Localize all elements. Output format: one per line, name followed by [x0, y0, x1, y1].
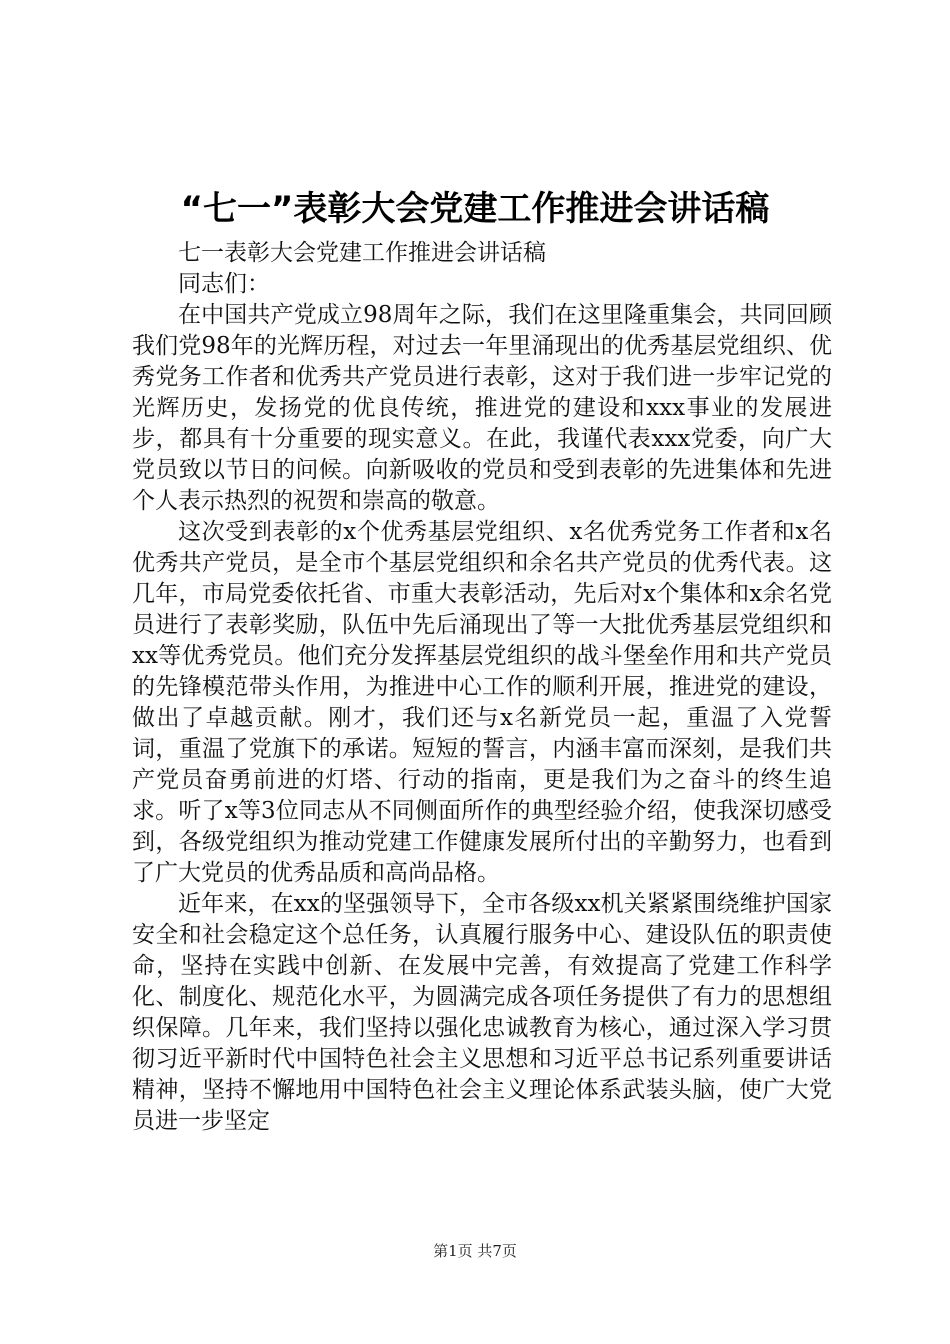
paragraph-2: 这次受到表彰的x个优秀基层党组织、x名优秀党务工作者和x名优秀共产党员，是全市个基层党组织和余名共产党员的优秀代表。这几年，市局党委依托省、市重大表彰活动，先后对x个集体和x余名党员进行了表彰奖励，队伍中先后涌现出了等一大批优秀基层党组织和xx等优秀党员。他们充分发挥基层党组织的战斗堡垒作用和共产党员的先锋模范带头作用，为推进中心工作的顺利开展，推进党的建设，做出了卓越贡献。刚才，我们还与x名新党员一起，重温了入党誓词，重温了党旗下的承诺。短短的誓言，内涵丰富而深刻，是我们共产党员奋勇前进的灯塔、行动的指南，更是我们为之奋斗的终生追求。听了x等3位同志从不同侧面所作的典型经验介绍，使我深切感受到，各级党组织为推动党建工作健康发展所付出的辛勤努力，也看到了广大党员的优秀品质和高尚品格。: [132, 519, 832, 886]
paragraph-3: 近年来，在xx的坚强领导下，全市各级xx机关紧紧围绕维护国家安全和社会稳定这个总任务，认真履行服务中心、建设队伍的职责使命，坚持在实践中创新、在发展中完善，有效提高了党建工作科学化、制度化、规范化水平，为圆满完成各项任务提供了有力的思想组织保障。几年来，我们坚持以强化忠诚教育为核心，通过深入学习贯彻习近平新时代中国特色社会主义思想和习近平总书记系列重要讲话精神，坚持不懈地用中国特色社会主义理论体系武装头脑，使广大党员进一步坚定: [132, 891, 832, 1134]
document-subtitle: 七一表彰大会党建工作推进会讲话稿: [178, 240, 546, 266]
document-body: [132, 238, 832, 1137]
paragraph-1: 在中国共产党成立98周年之际，我们在这里隆重集会，共同回顾我们党98年的光辉历程，对过去一年里涌现出的优秀基层党组织、优秀党务工作者和优秀共产党员进行表彰，这对于我们进一步牢记党的光辉历史，发扬党的优良传统，推进党的建设和xxx事业的发展进步，都具有十分重要的现实意义。在此，我谨代表xxx党委，向广大党员致以节日的问候。向新吸收的党员和受到表彰的先进集体和先进个人表示热烈的祝贺和崇高的敬意。: [132, 302, 832, 514]
page-footer: 第1页 共7页: [433, 1242, 517, 1260]
greeting-line: 同志们：: [178, 271, 270, 297]
document-title: “七一”表彰大会党建工作推进会讲话稿: [180, 189, 770, 229]
